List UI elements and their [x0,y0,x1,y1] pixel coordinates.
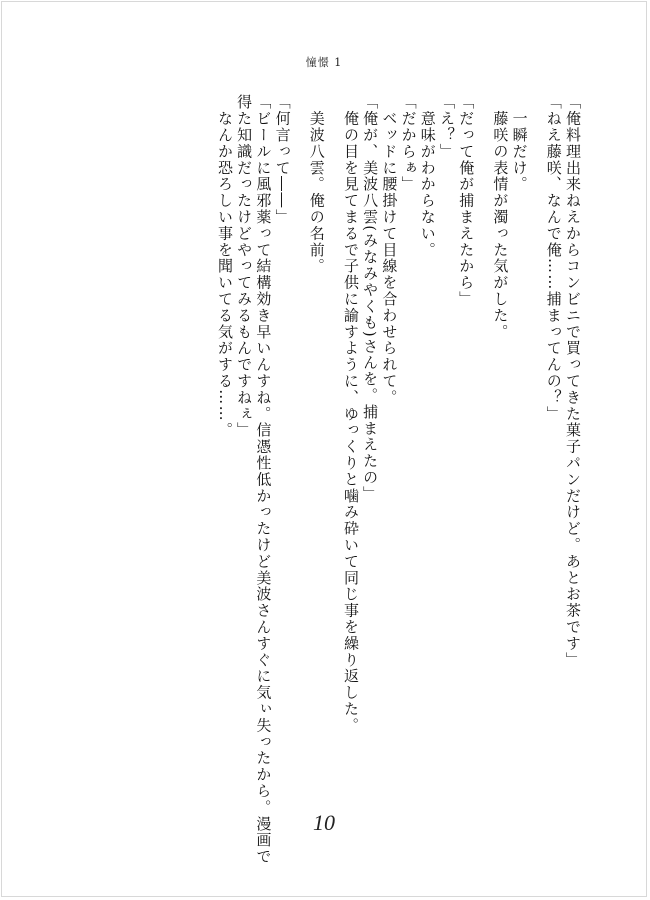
text-line: 一瞬だけ。 [510,94,529,193]
text-line: 「ねえ藤咲、なんで俺……捕まってんの？」 [544,94,563,422]
text-line: 得た知識だったけどやってみるもんですねぇ」 [235,94,254,439]
text-line: 意味がわからない。 [418,94,437,258]
text-line: 藤咲の表情が濁った気がした。 [491,94,510,340]
text-line: 「だからぁ」 [399,94,418,193]
text-line: ベッドに腰掛けて目線を合わせられて。 [380,94,399,406]
blank-line [292,94,307,794]
blank-line [529,94,544,794]
text-line: 「俺が、美波八雲(みなみやくも)さんを。捕まえたの」 [361,94,380,503]
text-line: 美波八雲。俺の名前。 [307,94,326,275]
book-page [1,1,647,897]
blank-line [475,94,490,794]
running-header: 憧憬 1 [305,56,343,69]
text-line: 「ビールに風邪薬って結構効き早いんすね。信憑性低かったけど美波さんすぐに気ぃ失ったから。漫画で [254,94,273,865]
blank-line [326,94,341,794]
text-line: なんか恐ろしい事を聞いてる気がする……。 [215,94,234,439]
text-line: 「何言って――」 [273,94,292,226]
text-line: 「俺料理出来ねえからコンビニで買ってきた菓子パンだけど。あとお茶です」 [564,94,582,668]
text-line: 「だって俺が捕まえたから」 [457,94,476,308]
text-line: 俺の目を見てまるで子供に諭すように、ゆっくりと噛み砕いて同じ事を繰り返した。 [341,94,360,734]
text-line: 「え？」 [437,94,456,160]
page-number: 10 [313,810,335,835]
